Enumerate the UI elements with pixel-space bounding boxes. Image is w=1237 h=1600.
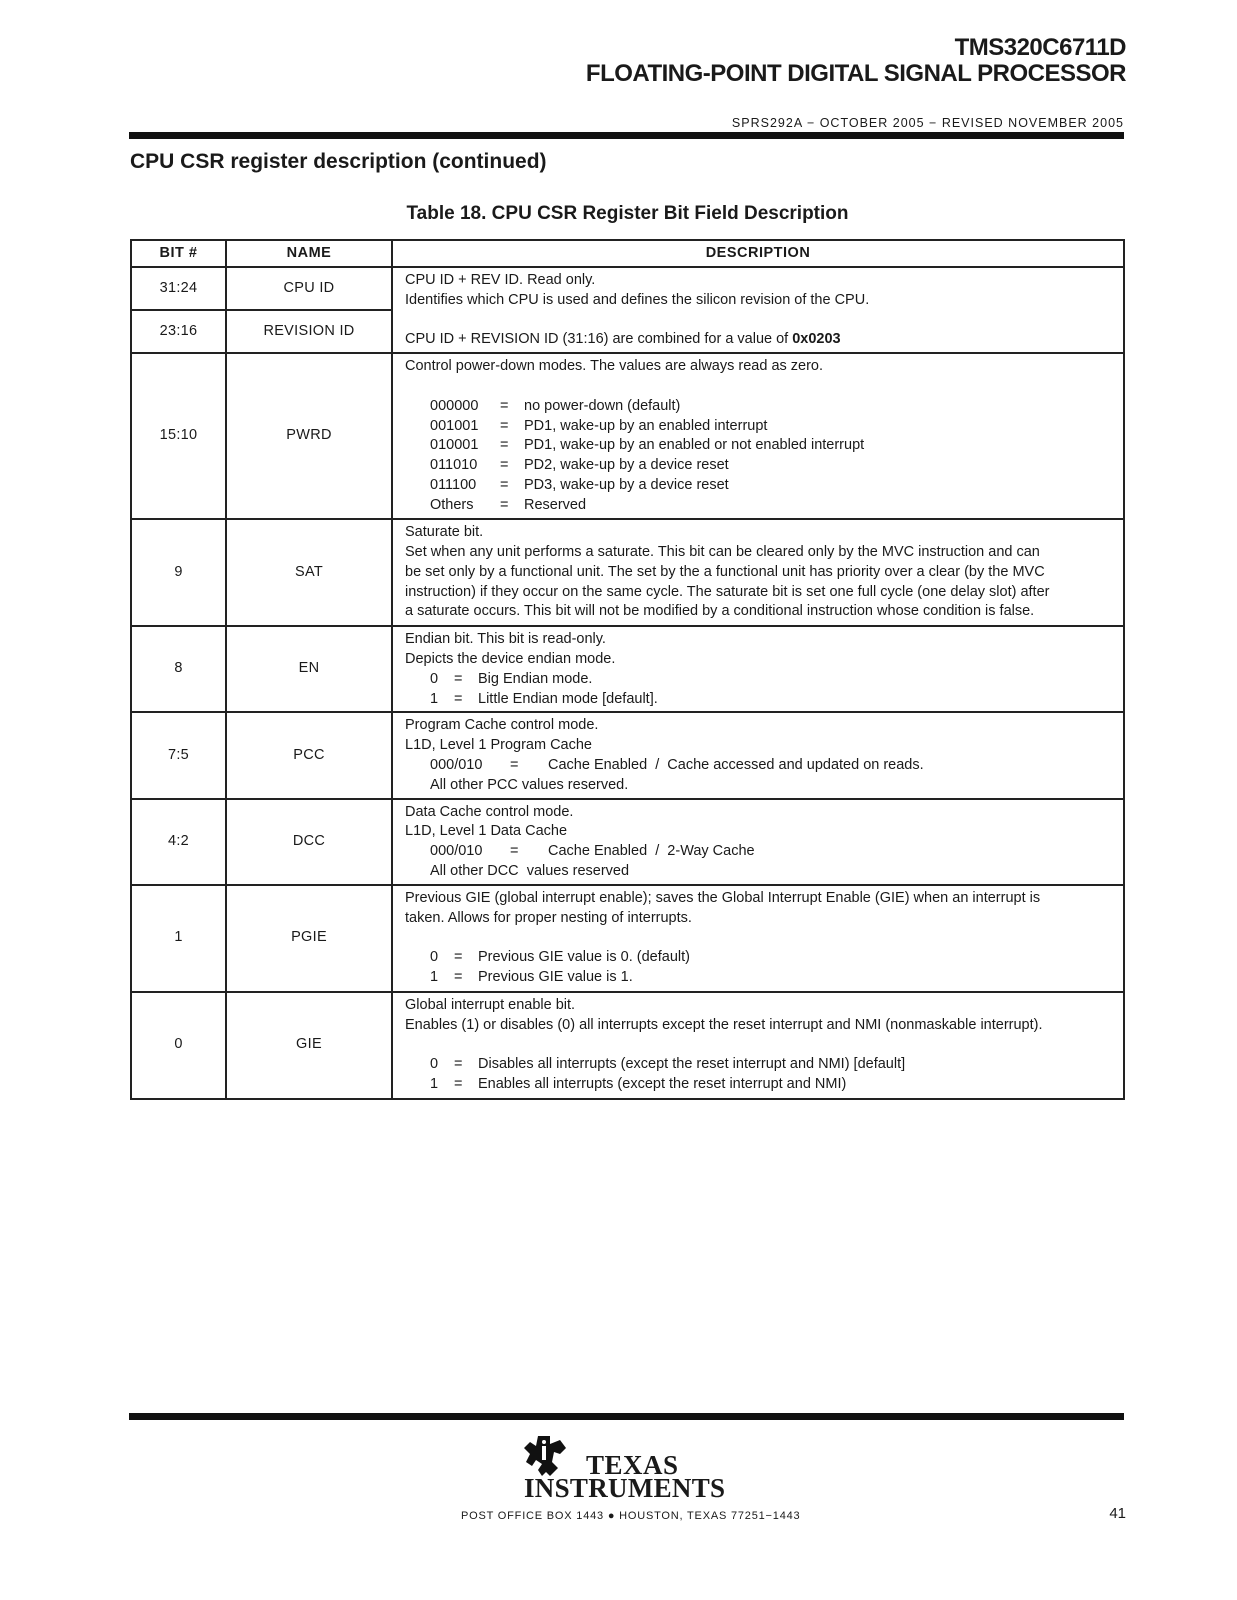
col-header-bit: BIT # <box>131 240 226 267</box>
option-line: 0 = Big Endian mode. <box>430 670 593 687</box>
option-line: 1 = Previous GIE value is 1. <box>430 968 633 985</box>
bit-cell: 15:10 <box>131 353 226 519</box>
table-row <box>131 885 1124 992</box>
bit-cell: 7:5 <box>131 712 226 798</box>
option-line: 011100 = PD3, wake-up by a device reset <box>430 476 729 493</box>
description-cell <box>392 519 1124 626</box>
name-cell: EN <box>226 626 392 712</box>
description-cell <box>392 267 1124 353</box>
option-line: Others = Reserved <box>430 496 587 513</box>
desc-line: Previous GIE (global interrupt enable); saves the Global Interrupt Enable (GIE) when an interrupt is <box>405 889 1041 906</box>
bit-cell: 8 <box>131 626 226 712</box>
col-header-name: NAME <box>226 240 392 267</box>
bottom-rule <box>129 1413 1124 1420</box>
name-cell: REVISION ID <box>226 310 392 353</box>
desc-line: be set only by a functional unit. The set by the a functional unit has priority over a clear (by the MVC <box>405 563 1045 580</box>
desc-line: L1D, Level 1 Data Cache <box>405 823 568 840</box>
desc-line: Enables (1) or disables (0) all interrupts except the reset interrupt and NMI (nonmaskable interrupt). <box>405 1016 1043 1033</box>
description-cell <box>392 626 1124 712</box>
desc-line: Data Cache control mode. <box>405 803 574 820</box>
logo-text-instruments: INSTRUMENTS <box>524 1473 726 1503</box>
name-cell: PCC <box>226 712 392 798</box>
desc-line: Program Cache control mode. <box>405 717 599 734</box>
option-line: 1 = Enables all interrupts (except the reset interrupt and NMI) <box>430 1075 847 1092</box>
description-cell <box>392 353 1124 519</box>
option-line: 1 = Little Endian mode [default]. <box>430 690 658 707</box>
description-cell <box>392 799 1124 885</box>
bit-cell: 23:16 <box>131 310 226 353</box>
col-header-description: DESCRIPTION <box>392 240 1124 267</box>
bullet-icon: ● <box>607 1510 616 1522</box>
desc-line: Depicts the device endian mode. <box>405 650 616 667</box>
table-header-row <box>131 240 1124 267</box>
bit-cell: 31:24 <box>131 267 226 310</box>
desc-line: All other PCC values reserved. <box>430 776 629 793</box>
option-line: 000000 = no power-down (default) <box>430 397 681 414</box>
desc-line: taken. Allows for proper nesting of interrupts. <box>405 909 692 926</box>
bit-cell: 4:2 <box>131 799 226 885</box>
name-cell: CPU ID <box>226 267 392 310</box>
desc-line: Endian bit. This bit is read-only. <box>405 631 606 648</box>
desc-line: Identifies which CPU is used and defines the silicon revision of the CPU. <box>405 291 870 308</box>
footer-address: POST OFFICE BOX 1443 ● HOUSTON, TEXAS 77251−1443 <box>461 1510 801 1522</box>
bit-field-table <box>130 239 1125 1100</box>
name-cell: DCC <box>226 799 392 885</box>
desc-line: CPU ID + REVISION ID (31:16) are combined for a value of 0x0203 <box>405 331 841 348</box>
header-title: FLOATING-POINT DIGITAL SIGNAL PROCESSOR <box>585 60 1126 87</box>
logo-text-texas: TEXAS <box>586 1450 679 1480</box>
name-cell: PWRD <box>226 353 392 519</box>
desc-line: L1D, Level 1 Program Cache <box>405 737 592 754</box>
table-row <box>131 712 1124 798</box>
table-row <box>131 353 1124 519</box>
option-line: 001001 = PD1, wake-up by an enabled interrupt <box>430 417 768 434</box>
desc-line: Set when any unit performs a saturate. This bit can be cleared only by the MVC instruction and can <box>405 543 1040 560</box>
header-part-number: TMS320C6711D <box>954 34 1126 61</box>
section-title: CPU CSR register description (continued) <box>130 150 547 173</box>
table-row <box>131 799 1124 885</box>
bit-cell: 9 <box>131 519 226 626</box>
description-cell <box>392 885 1124 992</box>
desc-line: Saturate bit. <box>405 524 484 541</box>
top-rule <box>129 132 1124 139</box>
header-doc-id: SPRS292A − OCTOBER 2005 − REVISED NOVEMBER 2005 <box>731 116 1124 130</box>
option-line: 011010 = PD2, wake-up by a device reset <box>430 457 729 474</box>
page-number: 41 <box>1109 1505 1126 1522</box>
bit-cell: 1 <box>131 885 226 992</box>
table-row <box>131 267 1124 310</box>
name-cell: PGIE <box>226 885 392 992</box>
description-cell <box>392 712 1124 798</box>
desc-line: CPU ID + REV ID. Read only. <box>405 272 596 288</box>
description-cell <box>392 992 1124 1099</box>
table-row <box>131 519 1124 626</box>
desc-line: a saturate occurs. This bit will not be modified by a conditional instruction whose condition is false. <box>405 603 1035 620</box>
option-line: 000/010 = Cache Enabled / 2-Way Cache <box>430 843 755 860</box>
combined-value: 0x0203 <box>792 331 841 348</box>
table-row <box>131 992 1124 1099</box>
option-line: 010001 = PD1, wake-up by an enabled or not enabled interrupt <box>430 437 865 454</box>
table-caption: Table 18. CPU CSR Register Bit Field Description <box>406 203 849 224</box>
desc-line: All other DCC values reserved <box>430 862 630 879</box>
desc-line: Global interrupt enable bit. <box>405 996 576 1013</box>
name-cell: GIE <box>226 992 392 1099</box>
option-line: 0 = Disables all interrupts (except the reset interrupt and NMI) [default] <box>430 1056 906 1073</box>
desc-line: instruction) if they occur on the same cycle. The saturate bit is set one full cycle (one delay slot) after <box>405 583 1050 600</box>
desc-line: Control power-down modes. The values are always read as zero. <box>405 358 824 375</box>
table-row <box>131 626 1124 712</box>
bit-cell: 0 <box>131 992 226 1099</box>
option-line: 000/010 = Cache Enabled / Cache accessed and updated on reads. <box>430 756 924 773</box>
option-line: 0 = Previous GIE value is 0. (default) <box>430 949 690 966</box>
name-cell: SAT <box>226 519 392 626</box>
